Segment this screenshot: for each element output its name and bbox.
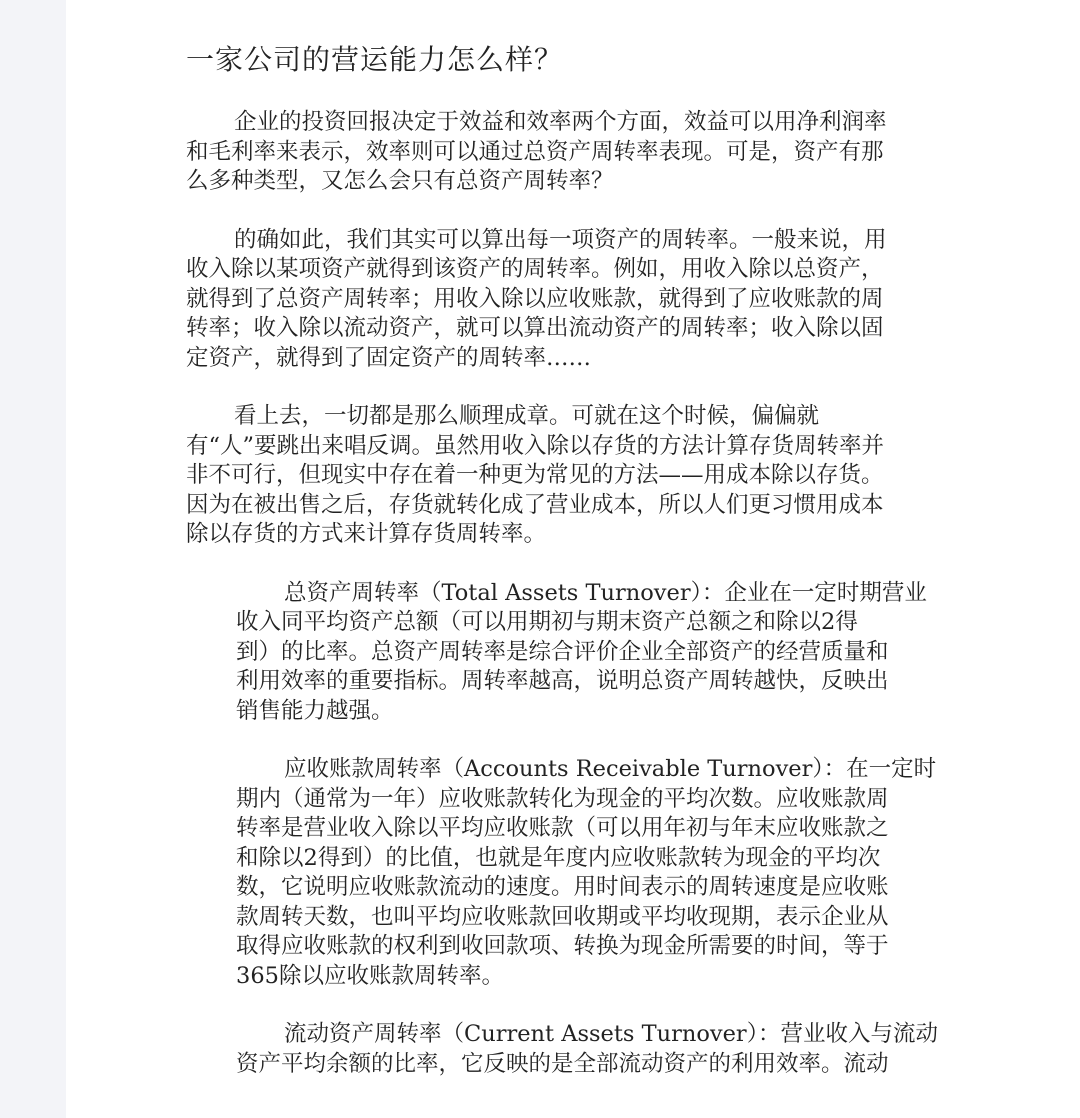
text-line: 总资产周转率（Total Assets Turnover）：企业在一定时期营业 <box>284 579 927 606</box>
body-paragraph <box>186 402 966 550</box>
text-line: 365除以应收账款周转率。 <box>236 962 504 989</box>
text-line: 企业的投资回报决定于效益和效率两个方面，效益可以用净利润率 <box>234 109 887 135</box>
text-line: 转率是营业收入除以平均应收账款（可以用年初与年末应收账款之 <box>236 815 889 841</box>
text-line: 收入同平均资产总额（可以用期初与期末资产总额之和除以2得 <box>236 609 858 635</box>
text-line: 看上去，一切都是那么顺理成章。可就在这个时候，偏偏就 <box>234 403 820 429</box>
text-line: 非不可行，但现实中存在着一种更为常见的方法——用成本除以存货。 <box>186 462 884 488</box>
text-line: 应收账款周转率（Accounts Receivable Turnover）：在一定时 <box>284 756 937 782</box>
text-line: 就得到了总资产周转率；用收入除以应收账款，就得到了应收账款的周 <box>186 285 884 312</box>
text-line: 因为在被出售之后，存货就转化成了营业成本，所以人们更习惯用成本 <box>186 491 884 518</box>
page-side-margin <box>0 0 66 1118</box>
text-line: 款周转天数，也叫平均应收账款回收期或平均收现期，表示企业从 <box>236 903 889 930</box>
definition-paragraph <box>236 755 966 991</box>
text-line: 资产平均余额的比率，它反映的是全部流动资产的利用效率。流动 <box>236 1050 889 1077</box>
text-line: 利用效率的重要指标。周转率越高，说明总资产周转越快，反映出 <box>236 668 889 694</box>
text-line: 流动资产周转率（Current Assets Turnover）：营业收入与流动 <box>284 1021 938 1047</box>
definition-paragraph <box>236 579 966 727</box>
page-title: 一家公司的营运能力怎么样？ <box>186 43 564 76</box>
text-line: 销售能力越强。 <box>236 697 394 724</box>
text-line: 和除以2得到）的比值，也就是年度内应收账款转为现金的平均次 <box>236 844 881 871</box>
body-paragraph <box>186 108 966 197</box>
text-line: 期内（通常为一年）应收账款转化为现金的平均次数。应收账款周 <box>236 785 889 812</box>
definition-paragraph <box>236 1020 966 1079</box>
text-line: 的确如此，我们其实可以算出每一项资产的周转率。一般来说，用 <box>234 226 887 253</box>
text-line: 定资产，就得到了固定资产的周转率…… <box>186 344 592 371</box>
text-line: 有“人”要跳出来唱反调。虽然用收入除以存货的方法计算存货周转率并 <box>186 432 885 459</box>
text-line: 转率；收入除以流动资产，就可以算出流动资产的周转率；收入除以固 <box>186 315 884 341</box>
text-line: 取得应收账款的权利到收回款项、转换为现金所需要的时间，等于 <box>236 933 889 959</box>
text-line: 除以存货的方式来计算存货周转率。 <box>186 521 547 547</box>
text-line: 数，它说明应收账款流动的速度。用时间表示的周转速度是应收账 <box>236 874 889 900</box>
body-paragraph <box>186 226 966 374</box>
text-line: 和毛利率来表示，效率则可以通过总资产周转率表现。可是，资产有那 <box>186 138 884 165</box>
document-page <box>186 40 966 1108</box>
text-line: 么多种类型，又怎么会只有总资产周转率？ <box>186 168 614 194</box>
text-line: 收入除以某项资产就得到该资产的周转率。例如，用收入除以总资产， <box>186 256 884 282</box>
text-line: 到）的比率。总资产周转率是综合评价企业全部资产的经营质量和 <box>236 638 889 665</box>
